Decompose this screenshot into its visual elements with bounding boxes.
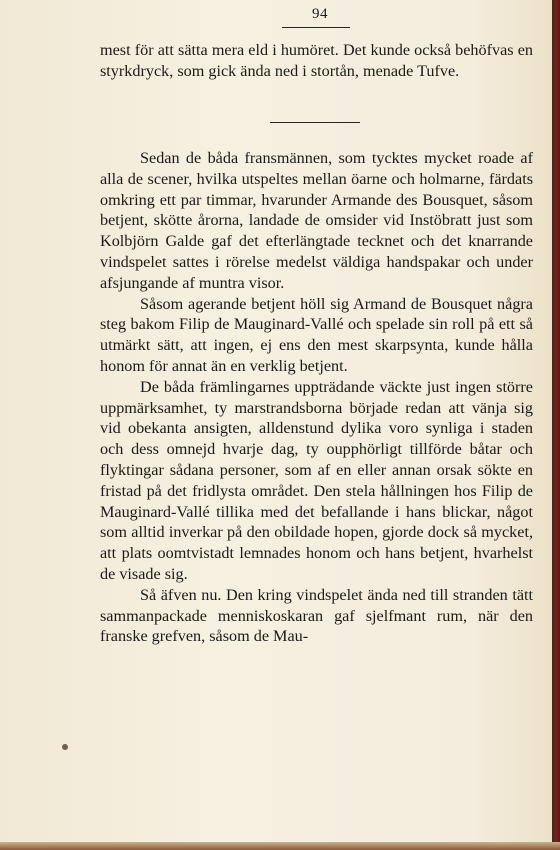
paragraph-4: Så äfven nu. Den kring vindspelet ända ned till stranden tätt sammanpackade menniskoskaran gaf sjelfmant rum, när den franske grefven, såsom de Mau- xyxy=(100,585,533,646)
page-edge xyxy=(552,0,560,850)
continuation-text-block xyxy=(100,40,533,82)
page-bottom-edge xyxy=(0,842,560,850)
page-number: 94 xyxy=(312,6,328,22)
paragraph-3: De båda främlingarnes uppträdande väckte just ingen större uppmärksamhet, ty marstrandsborna började redan att vänja sig vid obekanta ansigten, alldenstund dylika voro synliga i staden och dess omnejd hvarje dag, ty oupphörligt tillförde båtar och flyktingar sådana personer, som af en eller annan orsak sökte en fristad på det fridlysta området. Den stela hållningen hos Filip de Mauginard-Vallé tillika med det befallande i hans blickar, något som alltid inverkar på den obildade hopen, gjorde dock så mycket, att plats oomtvistadt lemnades honom och hans betjent, hvarhelst de visade sig. xyxy=(100,377,533,583)
page-number-rule xyxy=(282,27,350,28)
paragraph-2: Såsom agerande betjent höll sig Armand de Bousquet några steg bakom Filip de Mauginard-Vallé och spelade sin roll på ett så utmärkt sätt, att ingen, ej ens den mest skarpsynta, kunde hålla honom för annat än en verklig betjent. xyxy=(100,294,533,375)
main-text-block xyxy=(100,148,533,647)
section-divider xyxy=(270,122,360,123)
paragraph-1: Sedan de båda fransmännen, som tycktes mycket roade af alla de scener, hvilka utspeltes mellan öarne och holmarne, färdats omkring ett par timmar, hvarunder Armande des Bousquet, såsom betjent, skötte årorna, landade de omsider vid Instöbratt just som Kolbjörn Galde gaf det efterlängtade tecknet och det knarrande vindspelet sattes i rörelse medelst väldiga handspakar och under afsjungande af muntra visor. xyxy=(100,149,533,292)
margin-mark xyxy=(62,744,68,750)
continuation-paragraph: mest för att sätta mera eld i humöret. Det kunde också behöfvas en styrkdryck, som gick ända ned i stortån, menade Tufve. xyxy=(100,41,533,80)
